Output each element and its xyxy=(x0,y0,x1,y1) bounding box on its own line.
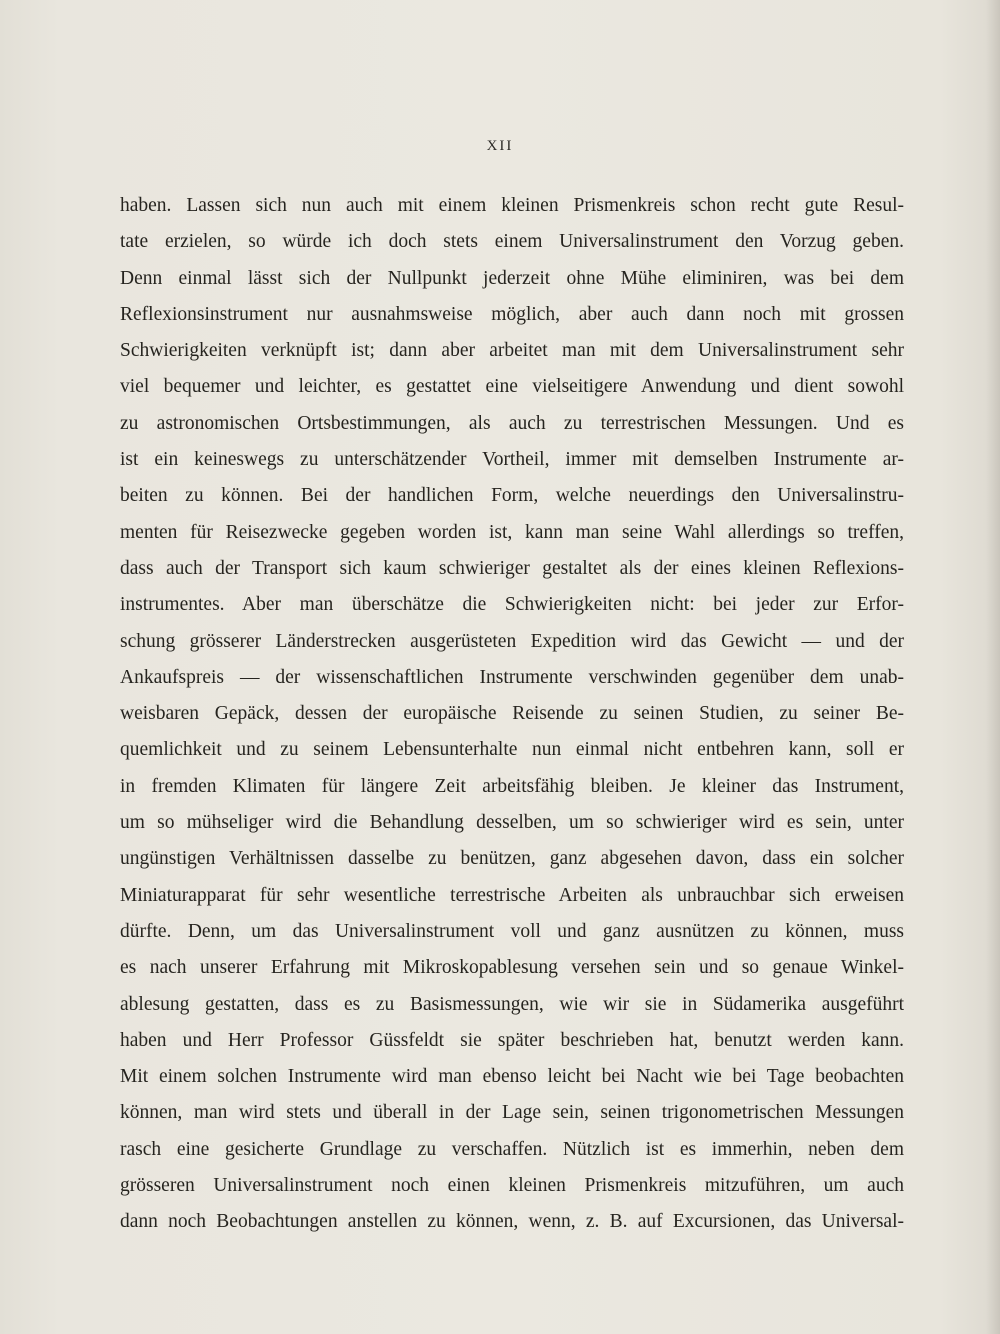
text-line: tate erzielen, so würde ich doch stets einem Universalinstrument den Vorzug geben. xyxy=(120,231,904,253)
text-line: in fremden Klimaten für längere Zeit arbeitsfähig bleiben. Je kleiner das Instrument, xyxy=(120,775,904,797)
text-line: Schwierigkeiten verknüpft ist; dann aber arbeitet man mit dem Universalinstrument sehr xyxy=(120,340,904,362)
text-line: grösseren Universalinstrument noch einen kleinen Prismenkreis mitzuführen, um auch xyxy=(120,1175,904,1197)
text-line: haben und Herr Professor Güssfeldt sie später beschrieben hat, benutzt werden kann. xyxy=(120,1029,904,1051)
text-line: ungünstigen Verhältnissen dasselbe zu benützen, ganz abgesehen davon, dass ein solcher xyxy=(120,848,904,870)
text-line: ablesung gestatten, dass es zu Basismessungen, wie wir sie in Südamerika ausgeführt xyxy=(120,993,904,1015)
text-line: haben. Lassen sich nun auch mit einem kleinen Prismenkreis schon recht gute Resul- xyxy=(120,195,904,216)
page-edge-shadow xyxy=(986,0,1000,1334)
text-line: rasch eine gesicherte Grundlage zu verschaffen. Nützlich ist es immerhin, neben dem xyxy=(120,1138,904,1160)
text-line: menten für Reisezwecke gegeben worden ist, kann man seine Wahl allerdings so treffen, xyxy=(120,521,904,543)
text-line: beiten zu können. Bei der handlichen Form, welche neuerdings den Universalinstru- xyxy=(120,485,904,507)
text-line: dann noch Beobachtungen anstellen zu können, wenn, z. B. auf Excursionen, das Universal- xyxy=(120,1211,904,1233)
text-line: Denn einmal lässt sich der Nullpunkt jederzeit ohne Mühe eliminiren, was bei dem xyxy=(120,267,904,289)
text-line: zu astronomischen Ortsbestimmungen, als auch zu terrestrischen Messungen. Und es xyxy=(120,412,904,434)
text-line: ist ein keineswegs zu unterschätzender Vortheil, immer mit demselben Instrumente ar- xyxy=(120,449,904,471)
text-line: weisbaren Gepäck, dessen der europäische Reisende zu seinen Studien, zu seiner Be- xyxy=(120,703,904,725)
text-line: quemlichkeit und zu seinem Lebensunterhalte nun einmal nicht entbehren kann, soll er xyxy=(120,739,904,761)
text-line: instrumentes. Aber man überschätze die Schwierigkeiten nicht: bei jeder zur Erfor- xyxy=(120,594,904,616)
text-line: viel bequemer und leichter, es gestattet eine vielseitigere Anwendung und dient sowohl xyxy=(120,376,904,398)
text-line: Miniaturapparat für sehr wesentliche terrestrische Arbeiten als unbrauchbar sich erweisen xyxy=(120,884,904,906)
text-line: es nach unserer Erfahrung mit Mikroskopablesung versehen sein und so genaue Winkel- xyxy=(120,957,904,979)
text-line: Reflexionsinstrument nur ausnahmsweise möglich, aber auch dann noch mit grossen xyxy=(120,303,904,325)
text-line: Ankaufspreis — der wissenschaftlichen Instrumente verschwinden gegenüber dem unab- xyxy=(120,666,904,688)
text-line: schung grösserer Länderstrecken ausgerüsteten Expedition wird das Gewicht — und der xyxy=(120,630,904,652)
text-line: können, man wird stets und überall in der Lage sein, seinen trigonometrischen Messungen xyxy=(120,1102,904,1124)
page-number: XII xyxy=(486,138,514,154)
body-text xyxy=(120,188,904,1241)
text-line: Mit einem solchen Instrumente wird man ebenso leicht bei Nacht wie bei Tage beobachten xyxy=(120,1066,904,1088)
text-line: dass auch der Transport sich kaum schwieriger gestaltet als der eines kleinen Reflexions- xyxy=(120,557,904,579)
text-line: um so mühseliger wird die Behandlung desselben, um so schwieriger wird es sein, unter xyxy=(120,812,904,834)
text-line: dürfte. Denn, um das Universalinstrument voll und ganz ausnützen zu können, muss xyxy=(120,920,904,942)
